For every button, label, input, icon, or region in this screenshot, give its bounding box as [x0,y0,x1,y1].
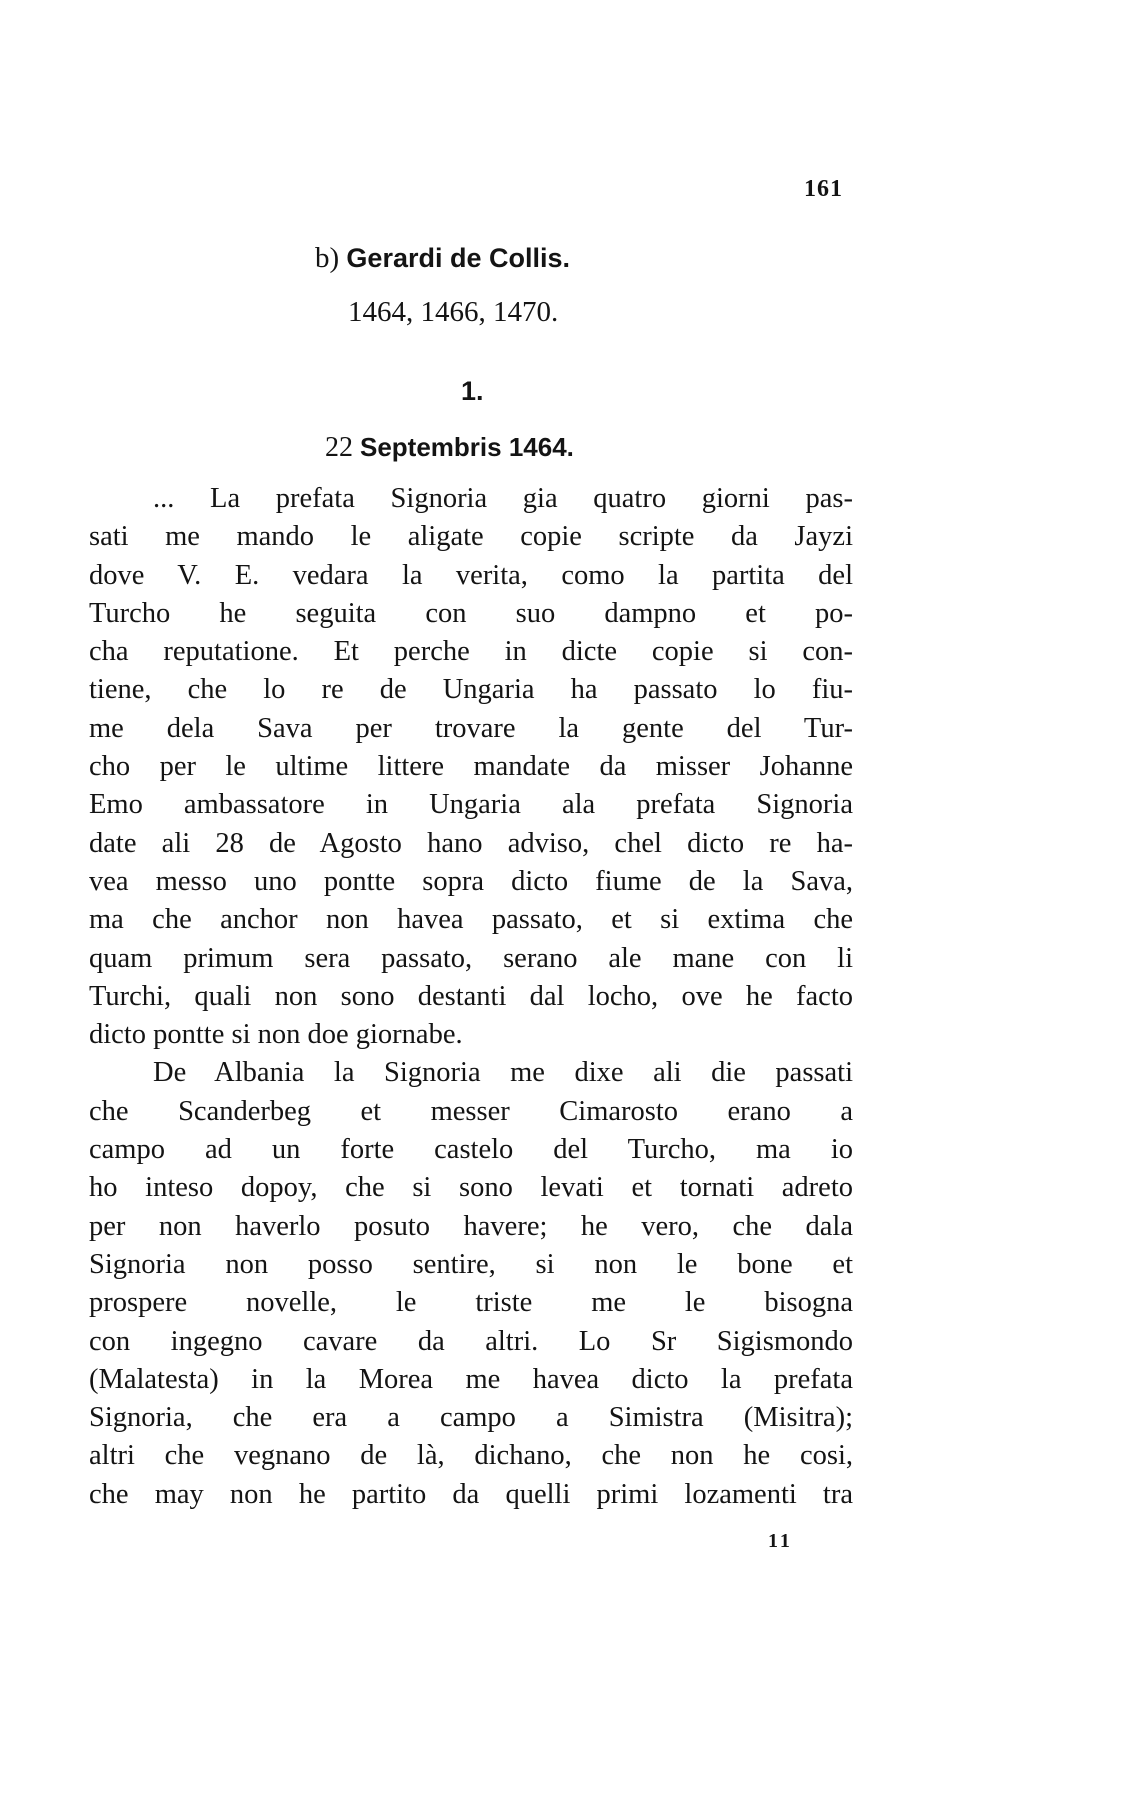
page-number: 161 [804,176,843,202]
document-number: 1. [461,376,484,406]
text-line: me dela Sava per trovare la gente del Tur- [89,712,853,744]
text-line: Turchi, quali non sono destanti dal locho, ove he facto [89,980,853,1012]
text-line: tiene, che lo re de Ungaria ha passato lo fiu- [89,674,853,706]
text-line: per non haverlo posuto havere; he vero, che dala [89,1210,853,1242]
text-line: altri che vegnano de là, dichano, che non he cosi, [89,1440,853,1472]
text-line: cho per le ultime littere mandate da misser Johanne [89,751,853,783]
text-line: sati me mando le aligate copie scripte da Jayzi [89,521,853,553]
printer-signature-mark: 11 [768,1530,793,1552]
text-line: Signoria non posso sentire, si non le bone et [89,1248,853,1280]
text-line: De Albania la Signoria me dixe ali die passati [153,1057,853,1089]
text-line: ho inteso dopoy, che si sono levati et tornati adreto [89,1172,853,1204]
text-line: Turcho he seguita con suo dampno et po- [89,597,853,629]
section-title [315,242,570,275]
text-line: ... La prefata Signoria gia quatro giorni pas- [153,483,853,514]
text-line: vea messo uno pontte sopra dicto fiume de la Sava, [89,865,853,897]
document-date-day: 22 [325,432,360,463]
text-line: prospere novelle, le triste me le bisogna [89,1287,853,1319]
text-line: campo ad un forte castelo del Turcho, ma io [89,1134,853,1166]
text-line: (Malatesta) in la Morea me havea dicto la prefata [89,1363,853,1395]
text-line: con ingegno cavare da altri. Lo Sr Sigismondo [89,1325,853,1357]
text-line: che Scanderbeg et messer Cimarosto erano a [89,1095,853,1127]
section-author-name: Gerardi de Collis. [346,243,570,273]
text-line: che may non he partito da quelli primi lozamenti tra [89,1478,853,1510]
text-line: dicto pontte si non doe giornabe. [89,1019,463,1051]
text-line: Emo ambassatore in Ungaria ala prefata Signoria [89,789,853,821]
section-years: 1464, 1466, 1470. [348,296,559,328]
text-line: Signoria, che era a campo a Simistra (Misitra); [89,1402,853,1434]
document-date [325,432,574,464]
text-line: date ali 28 de Agosto hano adviso, chel dicto re ha- [89,827,853,859]
text-line: cha reputatione. Et perche in dicte copie si con- [89,636,853,668]
letter-body [89,480,853,1514]
text-line: ma che anchor non havea passato, et si extima che [89,904,853,936]
document-date-month-year: Septembris 1464. [360,432,574,462]
text-line: dove V. E. vedara la verita, como la partita del [89,559,853,591]
section-label: b) [315,242,347,274]
text-line: quam primum sera passato, serano ale mane con li [89,942,853,974]
